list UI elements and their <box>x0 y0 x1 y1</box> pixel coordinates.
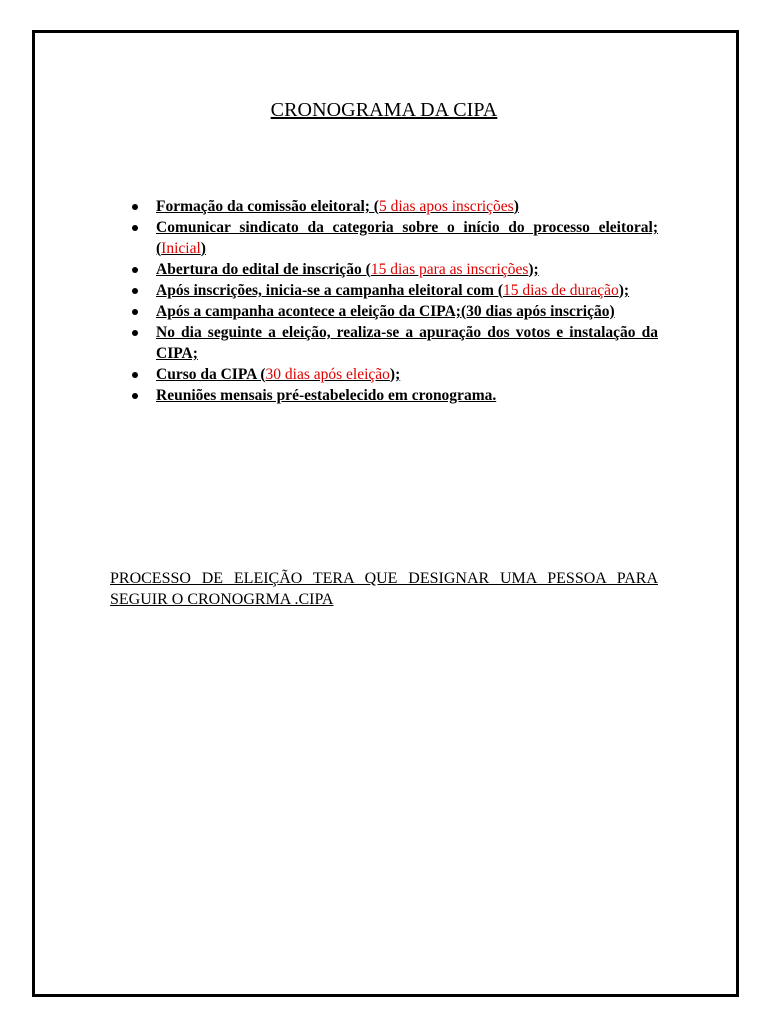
document-title: CRONOGRAMA DA CIPA <box>270 99 498 122</box>
schedule-item <box>110 196 658 217</box>
item-deadline: 30 dias após eleição <box>265 366 390 383</box>
schedule-item <box>110 217 658 259</box>
item-text-end: ); <box>528 261 539 278</box>
schedule-item <box>110 385 658 406</box>
item-text: Após a campanha acontece a eleição da CIPA;(30 dias após inscrição) <box>156 303 615 320</box>
item-text-end: ); <box>618 282 630 299</box>
item-deadline: Inicial <box>161 240 201 257</box>
item-text: Após inscrições, inicia-se a campanha eleitoral com ( <box>156 282 503 299</box>
schedule-item <box>110 322 658 364</box>
item-text-end: ) <box>513 198 519 215</box>
item-text-end: ); <box>389 366 401 383</box>
page-border <box>32 30 739 997</box>
item-text-end: ) <box>200 240 206 257</box>
item-deadline: 15 dias de duração <box>502 282 619 299</box>
item-text: Formação da comissão eleitoral; ( <box>156 198 379 215</box>
item-deadline: 15 dias para as inscrições <box>370 261 529 278</box>
item-text: No dia seguinte a eleição, realiza-se a apuração dos votos e instalação da CIPA; <box>156 324 658 362</box>
item-deadline: 5 dias apos inscrições <box>378 198 514 215</box>
item-text: Reuniões mensais pré-estabelecido em cronograma. <box>156 387 497 404</box>
schedule-item <box>110 301 658 322</box>
item-text: Curso da CIPA ( <box>156 366 266 383</box>
schedule-item <box>110 280 658 301</box>
item-text: Comunicar sindicato da categoria sobre o início do processo eleitoral; ( <box>156 219 658 257</box>
footer-note: PROCESSO DE ELEIÇÃO TERA QUE DESIGNAR UMA PESSOA PARA SEGUIR O CRONOGRMA .CIPA <box>110 570 658 608</box>
schedule-item <box>110 364 658 385</box>
item-text: Abertura do edital de inscrição ( <box>156 261 371 278</box>
schedule-item <box>110 259 658 280</box>
schedule-list <box>110 196 658 406</box>
